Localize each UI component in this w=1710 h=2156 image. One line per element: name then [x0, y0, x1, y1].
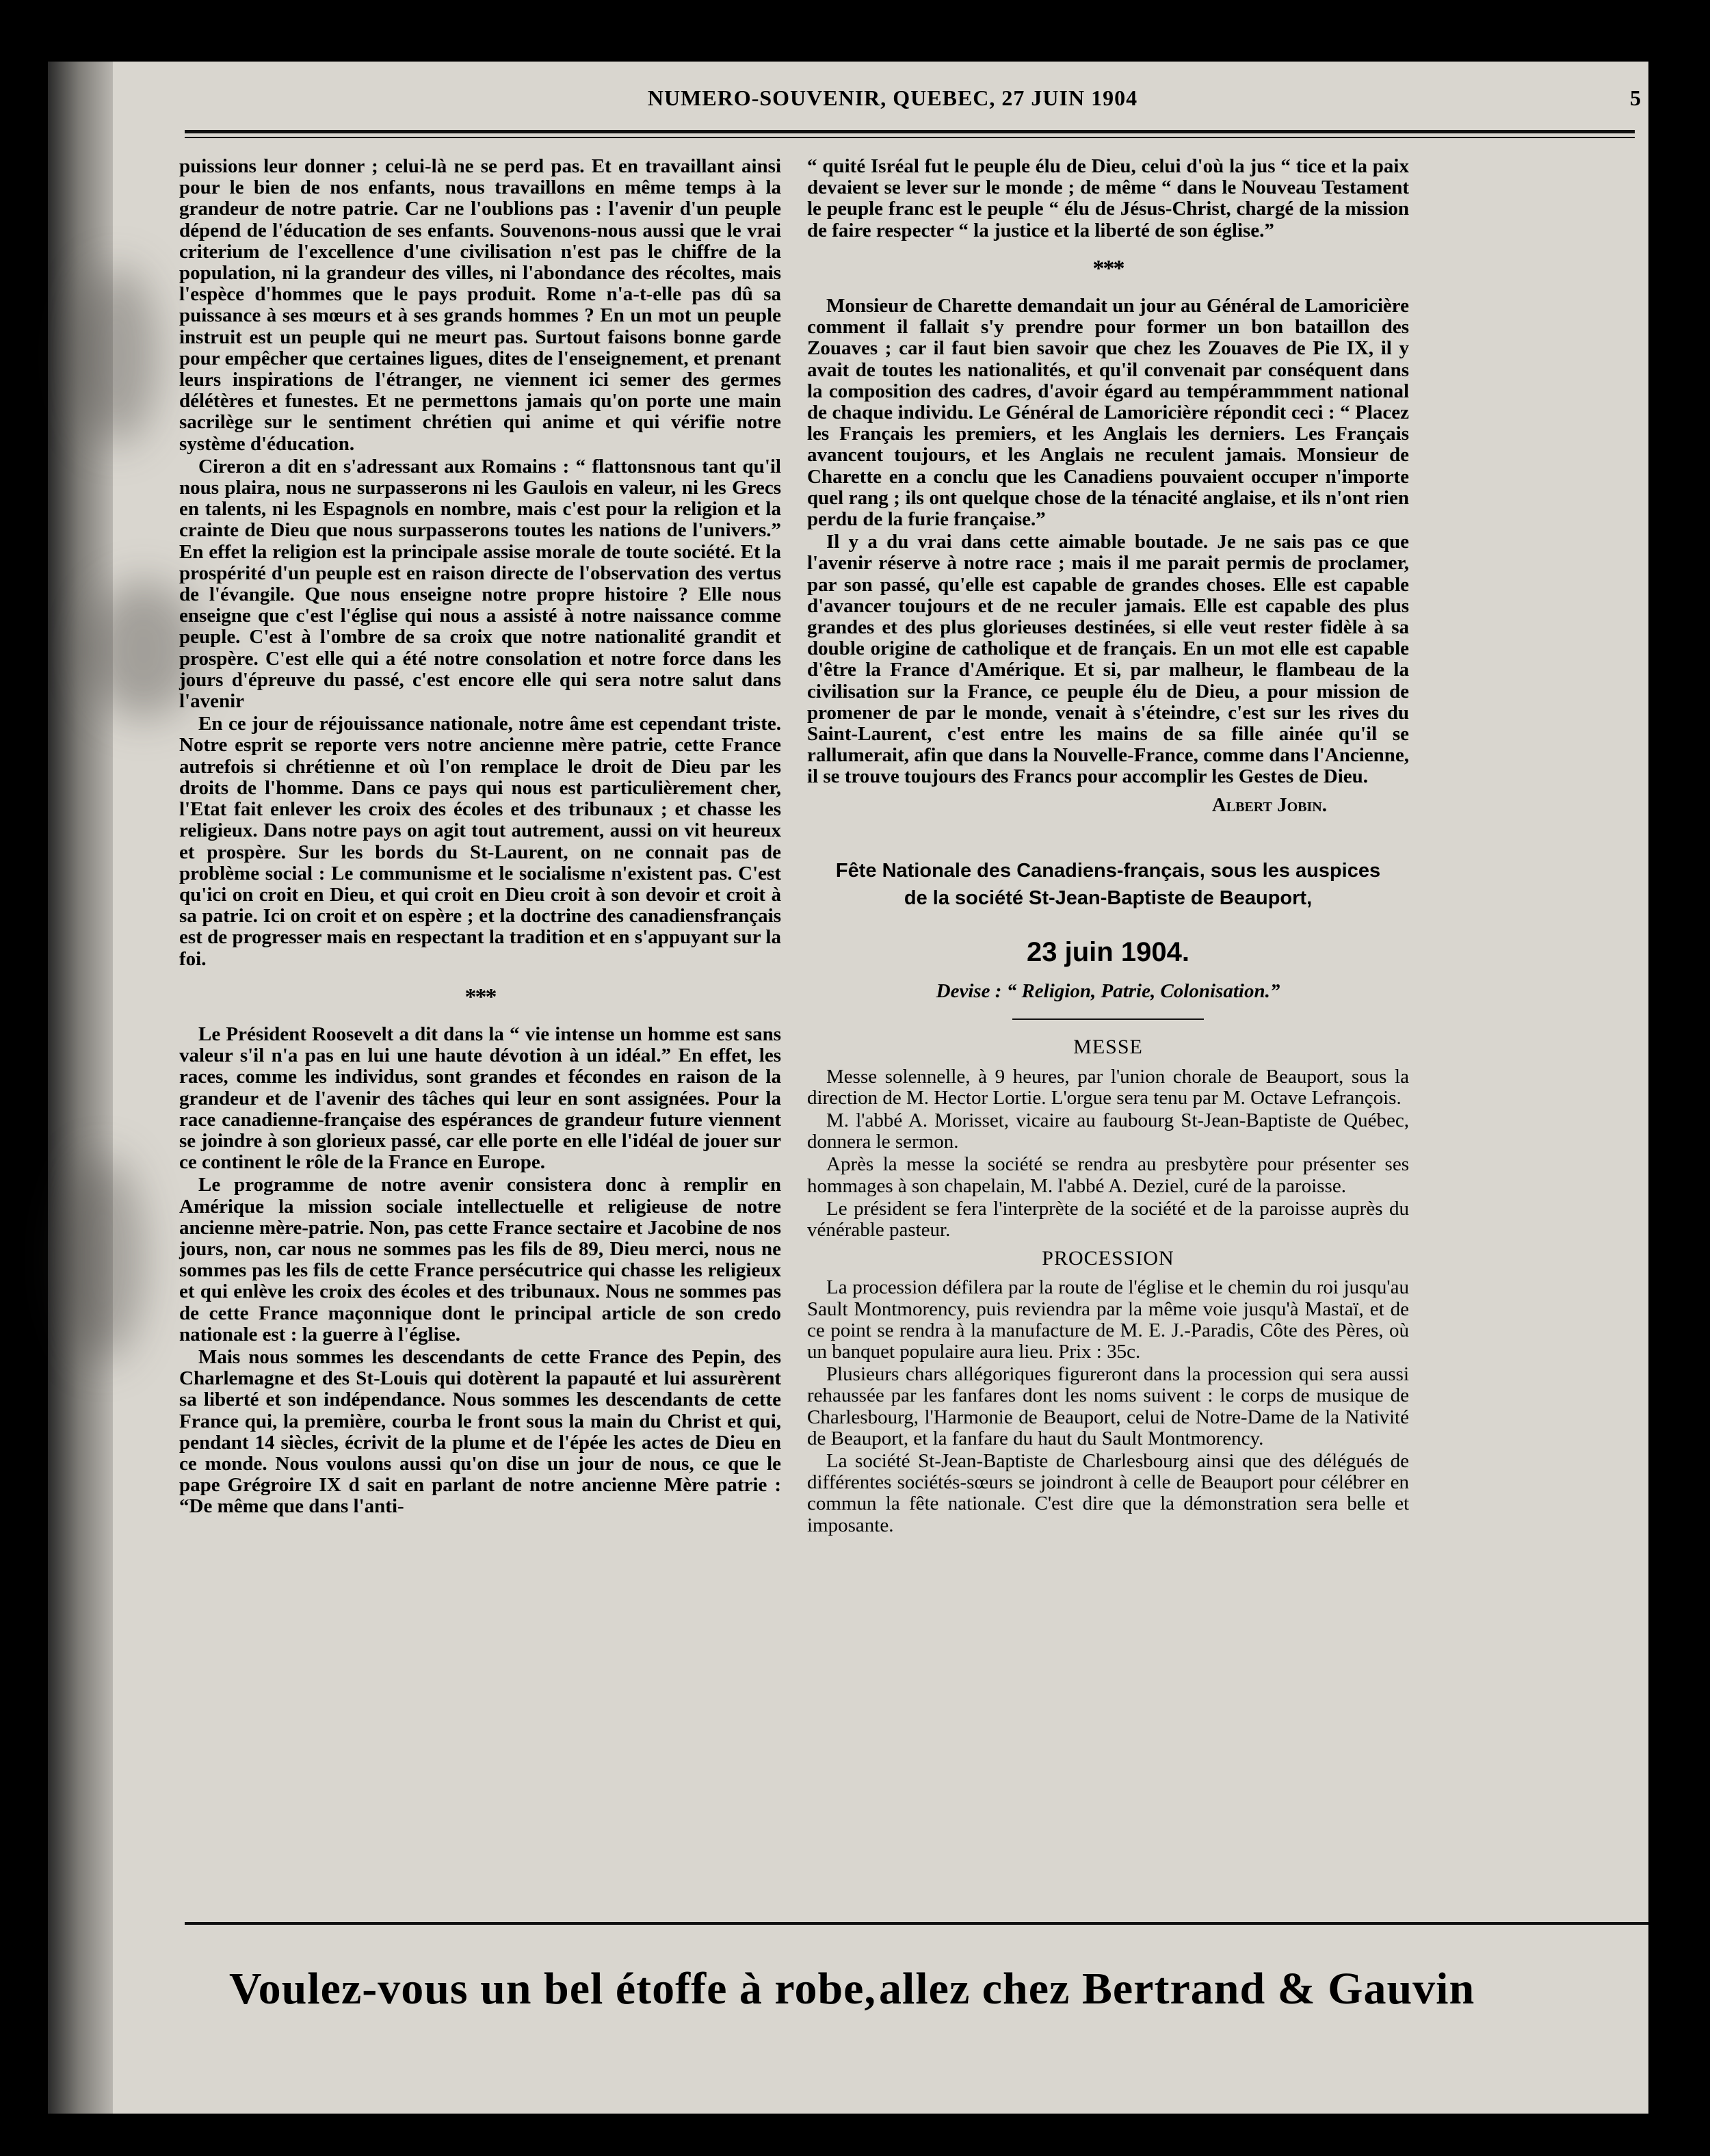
messe-paragraph-4: Le président se fera l'interprète de la société et de la paroisse auprès du vénérable pasteur. [807, 1197, 1409, 1241]
running-header [116, 86, 1669, 120]
procession-heading: PROCESSION [1042, 1247, 1174, 1270]
messe-heading: MESSE [1073, 1036, 1143, 1059]
right-paragraph-boutade: Il y a du vrai dans cette aimable boutade. Je ne sais pas ce que l'avenir réserve à notre race ; mais il me parait permis de proclamer, par son passé, qu'elle est capable de grandes choses. Elle est capable d'avancer toujours et de ne reculer jamais. Elle est capable des plus grandes et des plus glorieuses destinées, si elle veut rester fidèle à sa double origine de catholique et de français. En un mot elle est capable d'être la France d'Amérique. Et si, par malheur, le flambeau de la civilisation sur la France, ce peuple élu de Dieu, a pour mission de promener de par le monde, venait à s'éteindre, c'est sur les rives du Saint-Laurent, c'est entre les mains de sa fille ainée qu'il se rallumerait, afin que dans la Nouvelle-France, comme dans l'Ancienne, il se trouve toujours des Francs pour accomplir les Gestes de Dieu. [807, 531, 1409, 788]
header-rule-thin [185, 137, 1635, 138]
page-number: 5 [1630, 86, 1642, 110]
procession-paragraph-2: Plusieurs chars allégoriques figureront dans la procession qui sera aussi rehaussée par les fanfares dont les noms suivent : le corps de musique de Charlesbourg, l'Harmonie de Beauport, celui de Notre-Dame de la Nativité de Beauport, et la fanfare du haut du Sault Montmorency. [807, 1363, 1409, 1449]
advert-right-text: allez chez Bertrand & Gauvin [879, 1964, 1475, 2014]
notice-heading-line-1: Fête Nationale des Canadiens-français, sous les auspices [835, 859, 1381, 882]
section-separator-stars: *** [1092, 255, 1124, 281]
right-paragraph-quote: “ quité Isréal fut le peuple élu de Dieu, celui d'où la jus “ tice et la paix devaient se lever sur le monde ; de même “ dans le Nouveau Testament le peuple franc est le peuple “ élu de Jésus-Christ, chargé de la mission de faire respecter “ la justice et la liberté de son église.” [807, 155, 1409, 241]
messe-paragraph-2: M. l'abbé A. Morisset, vicaire au faubourg St-Jean-Baptiste de Québec, donnera le sermon. [807, 1109, 1409, 1153]
left-paragraph-3: En ce jour de réjouissance nationale, notre âme est cependant triste. Notre esprit se reporte vers notre ancienne mère patrie, cette France autrefois si chrétienne et où l'on remplace le droit de Dieu par les droits de l'homme. Dans ce pays qui nous est particulièrement cher, l'Etat fait enlever les croix des écoles et des tribunaux ; et chasse les religieux. Dans notre pays on agit tout autrement, aussi on vit heureux et prospère. Sur les bords du St-Laurent, on ne connait pas de problème social : Le communisme et le socialisme n'existent pas. C'est qu'ici on croit en Dieu, et qui croit en Dieu croit à son devoir et croit à sa patrie. Ici on croit et on espère ; et la doctrine des canadiensfrançais est de progresser mais en respectant la tradition et en s'appuyant sur la foi. [179, 713, 781, 970]
notice-heading [807, 857, 1409, 912]
notice-heading-line-2: de la société St-Jean-Baptiste de Beauport, [904, 886, 1313, 909]
left-paragraph-5: Le programme de notre avenir consistera donc à remplir en Amérique la mission sociale intellectuelle et religieuse de notre ancienne mère-patrie. Non, pas cette France sectaire et Jacobine de nos jours, non, car nous ne sommes pas les fils de 89, Dieu merci, nous ne sommes pas les fils de cette France persécutrice qui chasse les religieux et qui enlève les croix des écoles et des tribunaux. Nous ne sommes pas de cette France maçonnique dont le principal article de son credo nationale est : la guerre à l'église. [179, 1174, 781, 1345]
left-paragraph-6: Mais nous sommes les descendants de cette France des Pepin, des Charlemagne et des St-Louis qui dotèrent la papauté et lui assurèrent sa liberté et son indépendance. Nous sommes les descendants de cette France qui, la première, courba le front sous la main du Christ et qui, pendant 14 siècles, écrivit de la plume et de l'épée les actes de Dieu en ce monde. Nous voulons aussi qu'on dise un jour de nous, ce que le pape Grégroire IX d sait en parlant de notre ancienne Mère patrie : “De même que dans l'anti- [179, 1345, 781, 1518]
header-title: NUMERO-SOUVENIR, QUEBEC, 27 JUIN 1904 [647, 86, 1138, 110]
notice-date: 23 juin 1904. [1027, 936, 1189, 967]
header-rule [185, 130, 1635, 133]
right-paragraph-charette: Monsieur de Charette demandait un jour au Général de Lamoricière comment il fallait s'y prendre pour former un bon bataillon des Zouaves ; car il faut bien savoir que chez les Zouaves de Pie IX, il y avait de toutes les nationalités, et qu'il convenait par conséquent dans la composition des cadres, d'avoir égard au tempérammment national de chaque individu. Le Général de Lamoricière répondit ceci : “ Placez les Français les premiers, et les Anglais les derniers. Les Français avancent toujours, et les Anglais ne reculent jamais. Monsieur de Charette en a conclu que les Canadiens pouvaient occuper n'importe quel rang ; ils ont quelque chose de la ténacité anglaise, et ils n'ont rien perdu de la furie française.” [807, 295, 1409, 531]
procession-paragraph-1: La procession défilera par la route de l'église et le chemin du roi jusqu'au Sault Montmorency, puis reviendra par la même voie jusqu'à Mastaï, et de ce point se rendra à la manufacture de M. E. J.-Paradis, Côte des Pères, où un banquet populaire aura lieu. Prix : 35c. [807, 1276, 1409, 1363]
right-column [807, 156, 1409, 1538]
messe-paragraph-3: Après la messe la société se rendra au presbytère pour présenter ses hommages à son chapelain, M. l'abbé A. Deziel, curé de la paroisse. [807, 1153, 1409, 1197]
left-paragraph-4: Le Président Roosevelt a dit dans la “ vie intense un homme est sans valeur s'il n'a pas en lui une haute dévotion à un idéal.” En effet, les races, comme les individus, sont grandes et fécondes en raison de la grandeur et de l'avenir des tâches qui leur en sont assignées. Pour la race canadienne-française des espérances de grandeur future viennent se joindre à son glorieux passé, car elle porte en elle l'idéal de jouer sur ce continent le rôle de la France en Europe. [179, 1023, 781, 1174]
left-column [179, 156, 781, 1519]
procession-paragraph-3: La société St-Jean-Baptiste de Charlesbourg ainsi que des délégués de différentes sociétés-sœurs se joindront à celle de Beauport pour célébrer en commun la fête nationale. C'est dire que la démonstration sera belle et imposante. [807, 1449, 1409, 1536]
left-paragraph-2: Cireron a dit en s'adressant aux Romains : “ flattonsnous tant qu'il nous plaira, nous ne surpasserons ni les Gaulois en valeur, ni les Grecs en talents, ni les Espagnols en nombre, mais c'est pour la religion et la crainte de Dieu que nous surpasserons toutes les nations de l'univers.” En effet la religion est la principale assise morale de toute société. Et la prospérité d'un peuple est en raison directe de l'observation des vertus de l'évangile. Que nous enseigne notre propre histoire ? Elle nous enseigne que c'est l'église qui nous a assisté à notre naissance comme peuple. C'est à l'ombre de sa croix que notre nationalité grandit et prospère. C'est elle qui a été notre consolation et notre force dans les jours d'épreuve du passé, c'est encore elle qui sera notre salut dans l'avenir [179, 455, 781, 713]
motto: Devise : “ Religion, Patrie, Colonisation.” [936, 980, 1280, 1003]
section-separator-stars: *** [464, 984, 496, 1010]
section-rule [1012, 1018, 1204, 1020]
author-signature: Albert Jobin. [1211, 793, 1327, 816]
ink-smudge [75, 267, 157, 445]
ink-smudge [62, 1156, 144, 1361]
footer-rule [185, 1922, 1648, 1925]
left-paragraph-1: puissions leur donner ; celui-là ne se perd pas. Et en travaillant ainsi pour le bien de nos enfants, nous travaillons en même temps à la grandeur de notre patrie. Car ne l'oublions pas : l'avenir d'un peuple dépend de l'éducation de ses enfants. Souvenons-nous aussi que le vrai criterium de l'excellence d'une civilisation n'est pas le chiffre de la population, ni la grandeur des villes, ni l'abondance des récoltes, mais l'espèce d'hommes que le pays produit. Rome n'a-t-elle pas dû sa puissance à ses mœurs et à ses grands hommes ? En un mot un peuple instruit est un peuple qui ne meurt pas. Surtout faisons bonne garde pour empêcher que certaines ligues, dites de l'enseignement, et prenant leurs inspirations de l'étranger, ne viennent ici semer des germes délétères et funestes. Et ne permettons jamais qu'on porte une main sacrilège sur le sentiment chrétien qui anime et qui vérifie notre système d'éducation. [179, 155, 781, 455]
advert-left-text: Voulez-vous un bel étoffe à robe, [229, 1964, 876, 2014]
messe-paragraph-1: Messe solennelle, à 9 heures, par l'union chorale de Beauport, sous la direction de M. Hector Lortie. L'orgue sera tenu par M. Octave Lefrançois. [807, 1065, 1409, 1109]
